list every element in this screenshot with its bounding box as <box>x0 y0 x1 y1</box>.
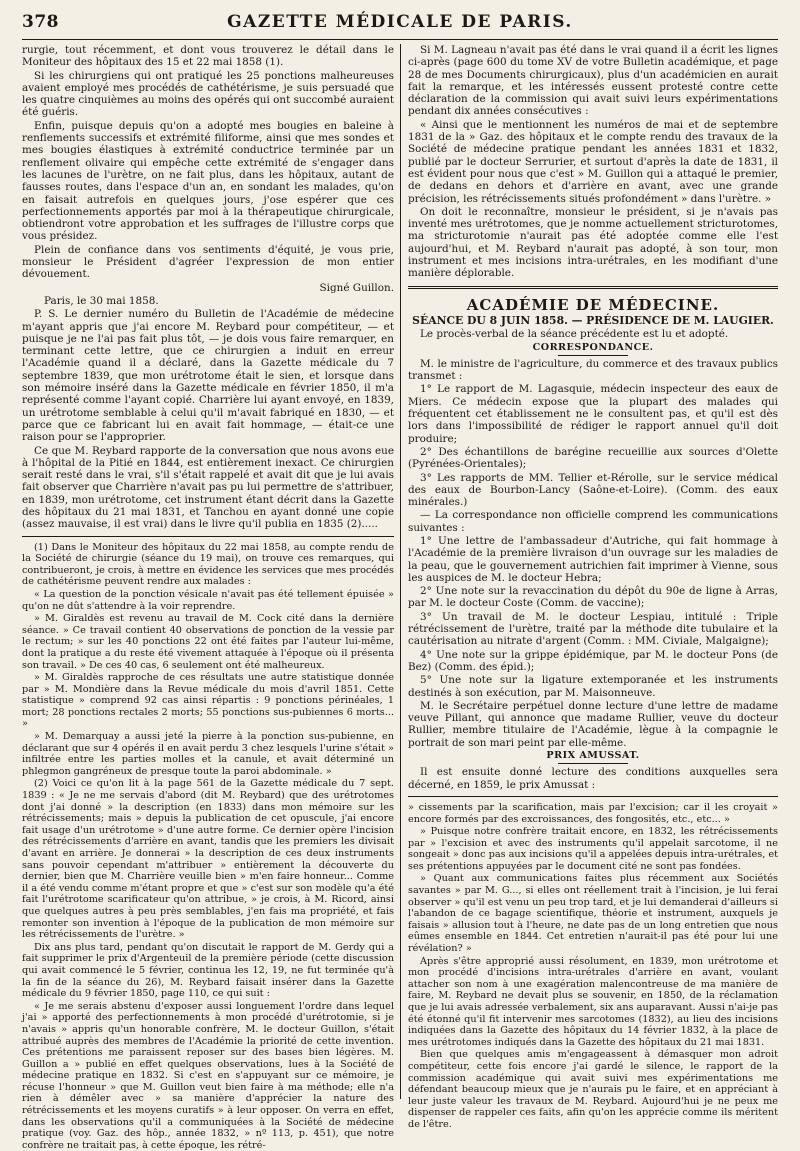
footnote: Bien que quelques amis m'engageassent à démasquer mon adroit compétiteur, cette fois encore j'ai gardé le silence, le rapport de la commission académique qui avait suivi mes expérimentations me défendant beaucoup mieux que je n'aurais pu le faire, et en appréciant à leur juste valeur les travaux de M. Reybard. Aujourd'hui je ne peux me dispenser de rappeler ces faits, afin qu'on les apprécie comme ils méritent de l'être. <box>408 1049 778 1130</box>
paragraph: On doit le reconnaître, monsieur le président, si je n'avais pas inventé mes urétrotomes, que je nomme actuellement stricturotomes, ma stricturotomie n'aurait pas été adoptée comme elle l'est aujourd'hui, et M. Reybard n'aurait pas adopté, à son tour, mon instrument et mes incisions intra-urétrales, en les modifiant d'une manière déplorable. <box>408 205 778 280</box>
columns <box>22 44 778 1151</box>
footnote: Après s'être approprié aussi résolument, en 1839, mon urétrotome et mon procédé d'incisions intra-urétrales d'arrière en avant, voulant attacher son nom à une exagération malencontreuse de ma manière de faire, M. Reybard ne devait plus se souvenir, en 1850, de la réclamation que je lui avais adressée verbalement, six ans auparavant. Aussi n'ai-je pas été étonné qu'il fit intervenir mes sarcotomes (1832), au lieu des incisions indiquées dans la Gazette des hôpitaux du 14 février 1832, à la place de mes urétrotomes indiqués dans la Gazette des hôpitaux du 21 mai 1831. <box>408 955 778 1048</box>
signature: Signé Guillon. <box>319 281 394 294</box>
column-divider <box>400 44 401 1099</box>
paragraph: Enfin, puisque depuis qu'on a adopté mes bougies en baleine à renflements successifs et extrémité filiforme, ainsi que mes sondes et mes bougies élastiques à extrémité conductrice terminée par un renflement olivaire qui empêche cette extrémité de s'engager dans les lacunes de l'urètre, on ne fait plus, dans les hôpitaux, autant de fausses routes, dans l'espace d'un an, en sondant les malades, qu'on en faisait autrefois en quelques jours, j'ose espérer que ces perfectionnements apportés par moi à la thérapeutique chirurgicale, obtiendront votre approbation et les suffrages de l'illustre corps que vous présidez. <box>22 119 394 243</box>
postscript-paragraph: Ce que M. Reybard rapporte de la conversation que nous avons eue à l'hôpital de la Pitié en 1844, est entièrement inexact. Ce chirurgien serait resté dans le vrai, s'il s'était rappelé et avait dit que je lui avais fait observer que Charrière n'avait pas pu lui permettre de s'attribuer, en 1839, mon urétrotome, cet instrument étant décrit dans la Gazette des hôpitaux du 21 mai 1831, et Tanchou en ayant donné une copie (assez mauvaise, il est vrai) dans le livre qu'il publia en 1835 (2)..... <box>22 444 394 531</box>
footnote: » M. Demarquay a aussi jeté la pierre à la ponction sus-pubienne, en déclarant que sur 4 opérés il en avait perdu 3 chez lesquels l'urine s'était » infiltrée entre les parties molles et la canule, et avait déterminé un phlegmon gangréneux de presque toute la paroi abdominale. » <box>22 731 394 777</box>
footnote: (2) Voici ce qu'on lit à la page 561 de la Gazette médicale du 7 sept. 1839 : « Je ne me servais d'abord (dit M. Reybard) que des urétrotomes dont j'ai donné » la description (en 1833) dans mon mémoire sur les rétrécissements; mais » depuis la publication de cet opuscule, j'ai encore fait usage d'un urétrotome » d'une autre forme. Ce dernier opère l'incision des rétrécissements d'arrière en avant, tandis que les premiers les divisait d'avant en arrière. Je donnerai » la description de ces deux instruments sans pouvoir cependant m'attribuer » entièrement la découverte du dernier, bien que M. Charrière veuille bien » m'en faire honneur... Comme il a été vendu comme m'étant propre et que » c'est sur son modèle qu'a été fait l'urétrotome scarificateur qu'on attribue, » je crois, à M. Ricord, ainsi que quelques autres à peu près semblables, j'en fais ma propriété, et fais remonter son invention à l'époque de la publication de mon mémoire sur les rétrécissements de l'urètre. » <box>22 778 394 941</box>
correspondance-item: 1° Le rapport de M. Lagasquie, médecin inspecteur des eaux de Miers. Ce médecin expose que la plupart des malades qui fréquentent cet établissement ne le consultent pas, et qu'il est dès lors dans l'impossibilité de rédiger le rapport annuel qu'il doit produire; <box>408 383 778 445</box>
intro-line: Le procès-verbal de la séance précédente est lu et adopté. <box>420 328 729 341</box>
date-line: Paris, le 30 mai 1858. <box>44 294 159 307</box>
footnote: « La question de la ponction vésicale n'avait pas été tellement épuisée » qu'on ne dût s'attendre à la voir reprendre. <box>22 588 394 612</box>
page-number: 378 <box>22 12 59 32</box>
quotation: « Ainsi que le mentionnent les numéros de mai et de septembre 1831 de la » Gaz. des hôpitaux et le compte rendu des travaux de la Société de médecine pratique pendant les années 1831 et 1832, publié par le docteur Serrurier, et surtout d'après la date de 1831, il est évident pour nous que c'est » M. Guillon qui a attaqué le premier, de dedans en dehors et d'arrière en avant, avec une grande précision, les rétrécissements situés profondément » dans l'urètre. » <box>408 118 778 205</box>
footnote: » Quant aux communications faites plus récemment aux Sociétés savantes » par M. G..., si elles ont réellement trait à l'incision, je lui ferai observer » qu'il est venu un peu trop tard, et je lui demanderai d'ailleurs si l'abandon de ce bagage scientifique, théorie et instrument, auxquels je faisais » allusion tout à l'heure, ne date pas de un long entretien que nous eûmes ensemble en 1844. Cet entretien n'aurait-il pas été pour lui une révélation? » <box>408 873 778 955</box>
section-rule <box>408 286 778 289</box>
section-title: ACADÉMIE DE MÉDECINE. <box>466 295 720 314</box>
paragraph: Si les chirurgiens qui ont pratiqué les 25 ponctions malheureuses avaient employé mes procédés de cathétérisme, je suis persuadé que les quatre cinquièmes au moins des opérés qui ont succombé auraient été guéris. <box>22 69 394 119</box>
correspondance-heading: CORRESPONDANCE. <box>532 341 654 353</box>
correspondance-item: 3° Les rapports de MM. Tellier et-Rérolle, sur le service médical des eaux de Bourbon-Lancy (Saône-et-Loire). (Comm. des eaux minérales.) <box>408 471 778 509</box>
footnote: Dix ans plus tard, pendant qu'on discutait le rapport de M. Gerdy qui a fait supprimer le prix d'Argenteuil de la première période (cette discussion qui avait commencé le 5 février, continua les 12, 19, ne fut terminée qu'à la fin de la séance du 26), M. Reybard faisait insérer dans la Gazette médicale du 9 février 1850, page 110, ce qui suit : <box>22 941 394 1000</box>
correspondance-item: 2° Des échantillons de barégine recueillie aux sources d'Olette (Pyrénées-Orientales); <box>408 445 778 471</box>
correspondance-item: 3° Un travail de M. le docteur Lespiau, intitulé : Triple rétrécissement de l'urètre, traité par la méthode dite tubulaire et la cautérisation au nitrate d'argent (Comm. : MM. Civiale, Malgaigne); <box>408 610 778 648</box>
footnotes <box>22 542 394 1151</box>
continuation-rule <box>408 796 778 797</box>
continued-footnote <box>408 802 778 1131</box>
subhead-rule <box>558 355 628 356</box>
left-column <box>22 44 394 1151</box>
correspondance-item: — La correspondance non officielle comprend les communications suivantes : <box>408 509 778 534</box>
seance-heading: SÉANCE DU 8 JUIN 1858. — PRÉSIDENCE DE M. LAUGIER. <box>412 313 774 327</box>
correspondance-item: 4° Une note sur la grippe épidémique, par M. le docteur Pons (de Bez) (Comm. des épid.); <box>408 648 778 673</box>
correspondance-item: 5° Une note sur la ligature extemporanée et les instruments destinés à son exécution, par M. Maisonneuve. <box>408 674 778 699</box>
footnote: » M. Giraldès rapproche de ces résultats une autre statistique donnée par » M. Mondière dans la Revue médicale du mois d'avril 1851. Cette statistique » comprend 92 cas ainsi répartis : 9 ponctions périnéales, 1 mort; 28 ponctions rectales 2 morts; 55 ponctions sus-pubiennes 6 morts... » <box>22 672 394 730</box>
footnote: (1) Dans le Moniteur des hôpitaux du 22 mai 1858, au compte rendu de la Société de chirurgie (séance du 19 mai), on trouve ces remarques, qui contribueront, je crois, à mettre en évidence les services que mes procédés de cathétérisme peuvent rendre aux malades : <box>22 541 394 588</box>
page-header <box>22 10 778 40</box>
right-column <box>408 44 778 1130</box>
correspondance-item: 2° Une note sur la revaccination du dépôt du 90e de ligne à Arras, par M. le docteur Coste (Comm. de vaccine); <box>408 585 778 610</box>
correspondance-item: M. le ministre de l'agriculture, du commerce et des travaux publics transmet : <box>408 357 778 383</box>
running-title: GAZETTE MÉDICALE DE PARIS. <box>227 12 573 32</box>
prix-intro: Il est ensuite donné lecture des conditions auxquelles sera décerné, en 1859, le prix Amussat : <box>408 766 778 791</box>
subhead-rule <box>558 763 628 764</box>
footnote: « Je me serais abstenu d'exposer aussi longuement l'ordre dans lequel j'ai » apporté des perfectionnements à mon procédé d'urétrotomie, si je n'avais » appris qu'un honorable confrère, M. le docteur Guillon, s'était attribué auprès des membres de l'Académie la priorité de cette invention. Ces prétentions me paraissent reposer sur des bases bien légères. M. Guillon a » publié en effet quelques observations, lues à la Société de médecine pratique en 1832. Si c'est en s'appuyant sur ce mémoire, je récuse l'honneur » que M. Guillon veut bien faire à ma méthode; elle n'a rien à démêler avec » sa manière d'apprécier la nature des rétrécissements et les moyens curatifs » à leur opposer. On verra en effet, dans les observations qu'il a communiquées à la Société de médecine pratique (voy. Gaz. des hôp., année 1832, » nº 113, p. 451), que notre confrère ne traitait pas, à cette époque, les rétré- <box>22 1000 394 1151</box>
footnote-rule <box>22 536 394 537</box>
paragraph: Si M. Lagneau n'avait pas été dans le vrai quand il a écrit les lignes ci-après (page 600 du tome XV de votre Bulletin académique, et page 28 de mes Documents chirurgicaux), plus d'un académicien en aurait fait la remarque, et les intéressés eussent protesté contre cette déclaration de la commission qui avait suivi leurs expérimentations pendant dix années consécutives : <box>408 44 778 118</box>
footnote: » M. Giraldès est revenu au travail de M. Cock cité dans la dernière séance. » Ce travail contient 40 observations de ponction de la vessie par le rectum; » sur les 40 ponctions 22 ont été faites par l'auteur lui-même, dont la pratique a du reste été vivement attaquée à l'époque où il présenta son travail. » De ces 40 cas, 6 seulement ont été malheureux. <box>22 613 394 671</box>
postscript-paragraph: P. S. Le dernier numéro du Bulletin de l'Académie de médecine m'ayant appris que j'ai encore M. Reybard pour compétiteur, — et puisque je ne l'ai pas fait plus tôt, — je dois vous faire remarquer, en terminant cette lettre, que ce chirurgien a induit en erreur l'Académie quand il a déclaré, dans la Gazette médicale du 7 septembre 1839, que mon urétrotome était le sien, et lorsque dans son mémoire inséré dans la Gazette médicale en février 1850, il m'a représenté comme l'ayant copié. Charrière lui ayant envoyé, en 1839, un urétrotome semblable à celui qu'il m'avait fabriqué en 1830, — et parce que ce fabricant lui en avait fait hommage, — était-ce une raison pour se l'approprier. <box>22 308 394 444</box>
prix-heading: PRIX AMUSSAT. <box>546 750 640 762</box>
footnote: » Puisque notre confrère traitait encore, en 1832, les rétrécissements par » l'excision et avec des instruments qu'il appelait sarcotome, il ne songeait » donc pas aux incisions qu'il a appelées depuis intra-urétrales, et ses prétentions appuyées par le document cité ne sont pas fondées. <box>408 826 778 872</box>
paragraph: rurgie, tout récemment, et dont vous trouverez le détail dans le Moniteur des hôpitaux des 15 et 22 mai 1858 (1). <box>22 44 394 69</box>
paragraph: Plein de confiance dans vos sentiments d'équité, je vous prie, monsieur le Président d'agréer l'expression de mon entier dévouement. <box>22 243 394 281</box>
footnote: » cissements par la scarification, mais par l'excision; car il les croyait » encore formés par des excroissances, des fongosités, etc., etc... » <box>408 801 778 825</box>
correspondance-item: M. le Secrétaire perpétuel donne lecture d'une lettre de madame veuve Pillant, qui annonce que madame Rullier, veuve du docteur Rullier, membre titulaire de l'Académie, lègue à la compagnie le portrait de son mari peint par elle-même. <box>408 699 778 749</box>
correspondance-item: 1° Une lettre de l'ambassadeur d'Autriche, qui fait hommage à l'Académie de la première livraison d'un ouvrage sur les maladies de la peau, que le gouvernement autrichien fait imprimer à Vienne, sous les auspices de M. le docteur Hebra; <box>408 534 778 584</box>
